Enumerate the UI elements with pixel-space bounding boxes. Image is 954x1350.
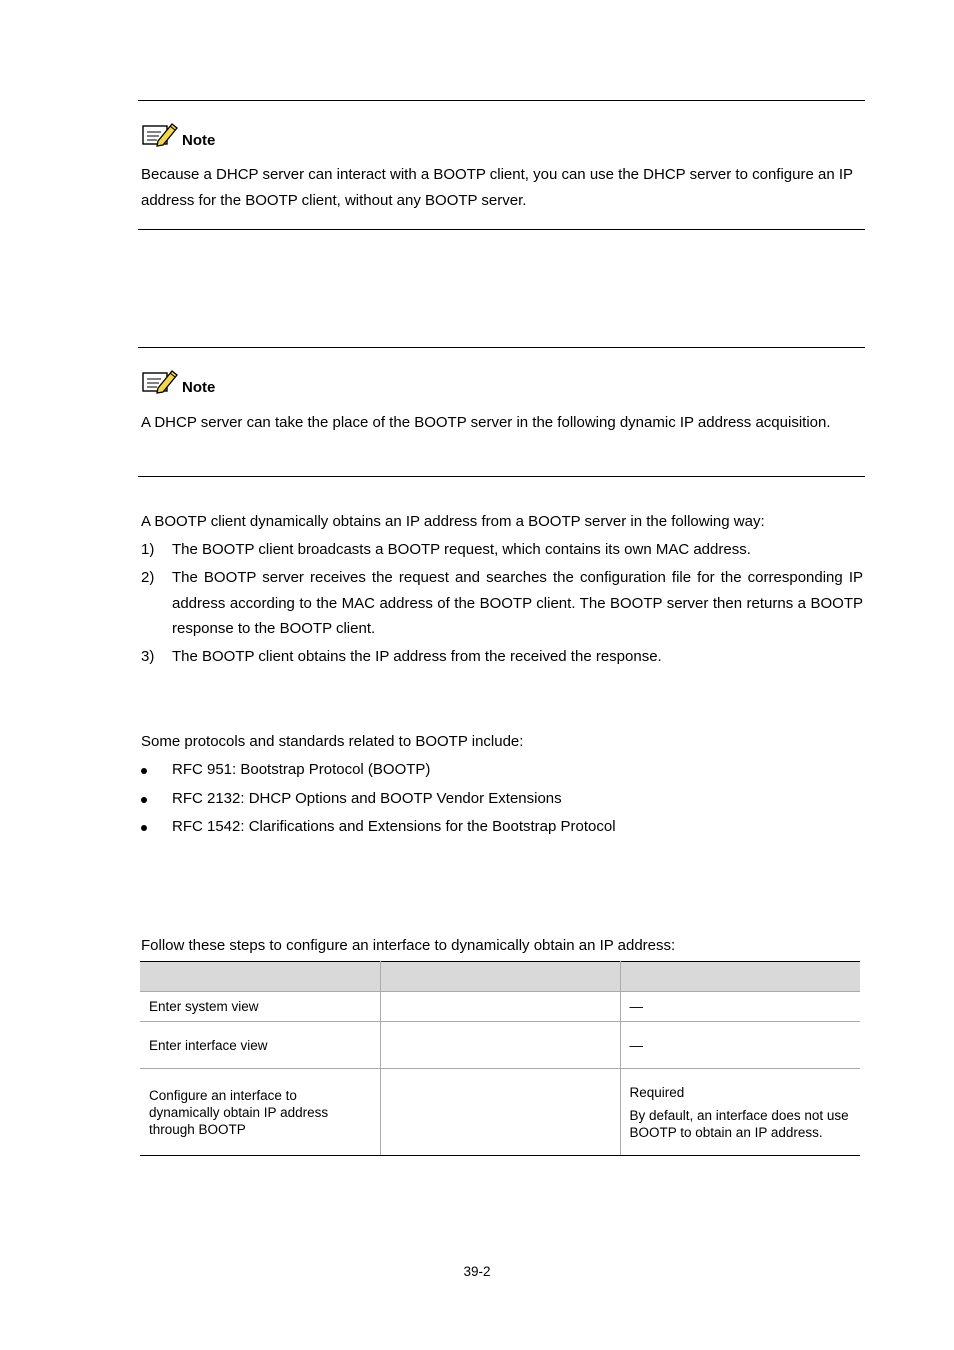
page-number: 39-2 <box>463 1264 491 1279</box>
header-cell <box>140 962 380 992</box>
note1-label: Note <box>182 132 216 149</box>
protocol-text: RFC 1542: Clarifications and Extensions for the Bootstrap Protocol <box>172 818 616 835</box>
protocol-text: RFC 2132: DHCP Options and BOOTP Vendor Extensions <box>172 790 562 807</box>
bullet-icon <box>141 825 147 831</box>
table-header-row <box>140 962 860 992</box>
step-text: The BOOTP client broadcasts a BOOTP request, which contains its own MAC address. <box>172 541 751 558</box>
step-cell: Enter interface view <box>140 1022 380 1069</box>
remark-text: — <box>629 1037 643 1053</box>
note2-label: Note <box>182 379 216 396</box>
bullet-icon <box>141 768 147 774</box>
note2-top-rule <box>138 347 865 348</box>
step-number: 3) <box>141 648 155 665</box>
step-text: The BOOTP server receives the request and searches the configuration file for the corresponding IP address according to the MAC address of the BOOTP client. The BOOTP server then returns a BOOTP response to the BOOTP client. <box>172 569 863 637</box>
protocol-text: RFC 951: Bootstrap Protocol (BOOTP) <box>172 761 431 778</box>
process-intro: A BOOTP client dynamically obtains an IP address from a BOOTP server in the following way: <box>141 513 765 530</box>
remark-text: — <box>629 999 643 1014</box>
step-number: 1) <box>141 541 155 558</box>
step-cell: Configure an interface to dynamically obtain IP address through BOOTP <box>140 1069 380 1156</box>
note2-bottom-rule <box>138 476 865 477</box>
table-row <box>140 1022 860 1069</box>
remark-text: Required <box>629 1084 685 1100</box>
step-cell: Enter system view <box>140 992 380 1022</box>
step-number: 2) <box>141 569 155 586</box>
remark-text: By default, an interface does not use BOOTP to obtain an IP address. <box>629 1107 849 1140</box>
protocols-intro: Some protocols and standards related to BOOTP include: <box>141 733 524 750</box>
pencil-note-icon <box>141 120 179 148</box>
config-steps-table <box>140 961 860 1156</box>
config-intro: Follow these steps to configure an interface to dynamically obtain an IP address: <box>141 937 676 954</box>
remark-cell <box>620 992 860 1022</box>
command-cell <box>380 1069 620 1156</box>
table-row <box>140 1069 860 1156</box>
note2-text: A DHCP server can take the place of the BOOTP server in the following dynamic IP address acquisition. <box>141 414 831 431</box>
table-row <box>140 992 860 1022</box>
note1-text: Because a DHCP server can interact with a BOOTP client, you can use the DHCP server to configure an IP address for the BOOTP client, without any BOOTP server. <box>141 166 853 209</box>
command-cell <box>380 1022 620 1069</box>
bullet-icon <box>141 797 147 803</box>
remark-cell <box>620 1022 860 1069</box>
header-cell <box>380 962 620 992</box>
note1-top-rule <box>138 100 865 101</box>
pencil-note-icon <box>141 367 179 395</box>
header-cell <box>620 962 860 992</box>
note1-bottom-rule <box>138 229 865 230</box>
remark-cell <box>620 1069 860 1156</box>
command-cell <box>380 992 620 1022</box>
step-text: The BOOTP client obtains the IP address from the received the response. <box>172 648 662 665</box>
